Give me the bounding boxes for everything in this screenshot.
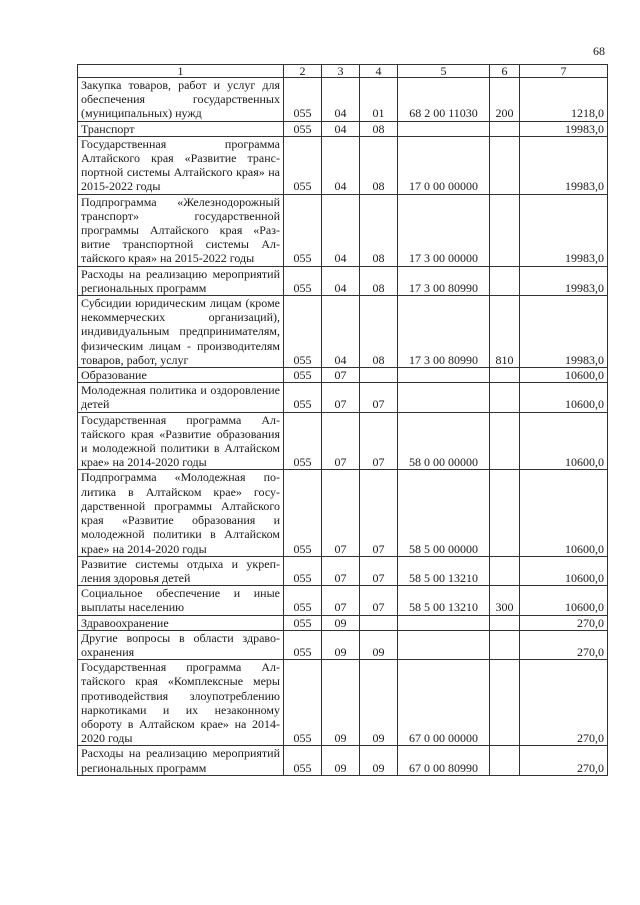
- row-target-article-cell: 58 0 00 00000: [398, 412, 490, 470]
- row-name-cell: Образование: [78, 368, 284, 383]
- table-row: [78, 383, 608, 412]
- row-target-article-cell: 68 2 00 11030: [398, 78, 490, 122]
- row-subsection-cell: 08: [360, 136, 398, 194]
- row-target-article-cell: [398, 383, 490, 412]
- row-name-cell: Здравоохранение: [78, 615, 284, 630]
- row-subsection-cell: 08: [360, 121, 398, 136]
- row-expense-type-cell: [490, 746, 520, 775]
- row-name-cell: Закупка товаров, работ и услуг для обеспечения государственных (муниципальных) нужд: [78, 78, 284, 122]
- row-section-cell: 09: [322, 630, 360, 659]
- row-sum-cell: 270,0: [520, 660, 608, 746]
- table-body: [78, 78, 608, 776]
- row-section-cell: 04: [322, 296, 360, 368]
- header-cell-4: 4: [360, 65, 398, 78]
- row-name-cell: Расходы на реализацию мероприятий региональных программ: [78, 266, 284, 295]
- row-section-cell: 07: [322, 383, 360, 412]
- row-expense-type-cell: [490, 368, 520, 383]
- row-grbs-cell: 055: [284, 194, 322, 266]
- row-subsection-cell: 07: [360, 383, 398, 412]
- row-target-article-cell: 17 0 00 00000: [398, 136, 490, 194]
- row-sum-cell: 270,0: [520, 615, 608, 630]
- row-sum-cell: 10600,0: [520, 586, 608, 615]
- table-row: [78, 660, 608, 746]
- row-expense-type-cell: [490, 556, 520, 585]
- row-section-cell: 07: [322, 470, 360, 556]
- table-row: [78, 556, 608, 585]
- table-row: [78, 470, 608, 556]
- header-cell-7: 7: [520, 65, 608, 78]
- row-subsection-cell: 09: [360, 746, 398, 775]
- row-expense-type-cell: [490, 266, 520, 295]
- row-name-cell: Государственная программа Алтайского края «Развитие транспортной системы Алтайского края» на 2015-2022 годы: [78, 136, 284, 194]
- row-expense-type-cell: [490, 136, 520, 194]
- row-expense-type-cell: 810: [490, 296, 520, 368]
- table-row: [78, 121, 608, 136]
- row-name-cell: Молодежная политика и оздоровление детей: [78, 383, 284, 412]
- row-subsection-cell: 09: [360, 630, 398, 659]
- row-target-article-cell: [398, 615, 490, 630]
- row-section-cell: 04: [322, 194, 360, 266]
- row-sum-cell: 19983,0: [520, 266, 608, 295]
- row-section-cell: 09: [322, 660, 360, 746]
- row-subsection-cell: 08: [360, 266, 398, 295]
- row-target-article-cell: 67 0 00 80990: [398, 746, 490, 775]
- row-name-cell: Государственная программа Алтайского края «Развитие образования и молодежной политики в Алтайском крае» на 2014-2020 годы: [78, 412, 284, 470]
- table-row: [78, 296, 608, 368]
- row-sum-cell: 19983,0: [520, 136, 608, 194]
- row-expense-type-cell: [490, 660, 520, 746]
- row-subsection-cell: 07: [360, 556, 398, 585]
- row-grbs-cell: 055: [284, 470, 322, 556]
- table-row: [78, 586, 608, 615]
- row-name-cell: Социальное обеспечение и иные выплаты населению: [78, 586, 284, 615]
- row-expense-type-cell: [490, 470, 520, 556]
- row-target-article-cell: 58 5 00 13210: [398, 586, 490, 615]
- row-target-article-cell: 17 3 00 80990: [398, 266, 490, 295]
- row-grbs-cell: 055: [284, 78, 322, 122]
- page-number: 68: [593, 44, 605, 58]
- row-subsection-cell: 07: [360, 586, 398, 615]
- table-row: [78, 368, 608, 383]
- table-row: [78, 746, 608, 775]
- row-section-cell: 04: [322, 121, 360, 136]
- row-expense-type-cell: 200: [490, 78, 520, 122]
- row-target-article-cell: 58 5 00 13210: [398, 556, 490, 585]
- row-section-cell: 07: [322, 556, 360, 585]
- row-name-cell: Подпрограмма «Молодежная политика в Алтайском крае» государственной программы Алтайского края «Развитие образования и молодежной политики в Алтайском крае» на 2014-2020 годы: [78, 470, 284, 556]
- row-expense-type-cell: [490, 615, 520, 630]
- row-grbs-cell: 055: [284, 121, 322, 136]
- row-grbs-cell: 055: [284, 136, 322, 194]
- row-section-cell: 07: [322, 586, 360, 615]
- row-sum-cell: 10600,0: [520, 412, 608, 470]
- row-subsection-cell: 08: [360, 194, 398, 266]
- header-cell-1: 1: [78, 65, 284, 78]
- row-target-article-cell: [398, 121, 490, 136]
- header-cell-3: 3: [322, 65, 360, 78]
- row-section-cell: 09: [322, 746, 360, 775]
- row-grbs-cell: 055: [284, 746, 322, 775]
- row-target-article-cell: 58 5 00 00000: [398, 470, 490, 556]
- row-expense-type-cell: [490, 630, 520, 659]
- table-row: [78, 78, 608, 122]
- row-sum-cell: 270,0: [520, 630, 608, 659]
- row-sum-cell: 10600,0: [520, 556, 608, 585]
- row-subsection-cell: 08: [360, 296, 398, 368]
- row-subsection-cell: [360, 615, 398, 630]
- table-row: [78, 630, 608, 659]
- table-row: [78, 615, 608, 630]
- row-subsection-cell: [360, 368, 398, 383]
- row-grbs-cell: 055: [284, 556, 322, 585]
- row-section-cell: 09: [322, 615, 360, 630]
- table-row: [78, 194, 608, 266]
- table-row: [78, 136, 608, 194]
- row-subsection-cell: 07: [360, 470, 398, 556]
- row-grbs-cell: 055: [284, 660, 322, 746]
- row-name-cell: Подпрограмма «Железнодорожный транспорт» государственной программы Алтайского края «Развитие транспортной системы Алтайского края» на 2015-2022 годы: [78, 194, 284, 266]
- row-grbs-cell: 055: [284, 266, 322, 295]
- row-target-article-cell: [398, 368, 490, 383]
- row-expense-type-cell: [490, 383, 520, 412]
- row-grbs-cell: 055: [284, 586, 322, 615]
- row-grbs-cell: 055: [284, 412, 322, 470]
- row-target-article-cell: [398, 630, 490, 659]
- row-name-cell: Государственная программа Алтайского края «Комплексные меры противодействия злоупотреблению наркотиками и их незаконному обороту в Алтайском крае» на 2014-2020 годы: [78, 660, 284, 746]
- header-row: [78, 65, 608, 78]
- row-sum-cell: 19983,0: [520, 296, 608, 368]
- row-subsection-cell: 07: [360, 412, 398, 470]
- row-grbs-cell: 055: [284, 383, 322, 412]
- row-sum-cell: 19983,0: [520, 194, 608, 266]
- table-row: [78, 412, 608, 470]
- row-expense-type-cell: [490, 121, 520, 136]
- row-name-cell: Развитие системы отдыха и укрепления здоровья детей: [78, 556, 284, 585]
- row-grbs-cell: 055: [284, 296, 322, 368]
- row-grbs-cell: 055: [284, 630, 322, 659]
- budget-table: [77, 64, 608, 776]
- header-cell-5: 5: [398, 65, 490, 78]
- header-cell-6: 6: [490, 65, 520, 78]
- row-target-article-cell: 67 0 00 00000: [398, 660, 490, 746]
- row-expense-type-cell: [490, 194, 520, 266]
- row-sum-cell: 10600,0: [520, 470, 608, 556]
- row-sum-cell: 19983,0: [520, 121, 608, 136]
- row-section-cell: 04: [322, 266, 360, 295]
- row-target-article-cell: 17 3 00 80990: [398, 296, 490, 368]
- row-sum-cell: 10600,0: [520, 383, 608, 412]
- row-name-cell: Субсидии юридическим лицам (кроме некоммерческих организаций), индивидуальным предпринимателям, физическим лицам - производителям товаров, работ, услуг: [78, 296, 284, 368]
- row-grbs-cell: 055: [284, 615, 322, 630]
- row-subsection-cell: 09: [360, 660, 398, 746]
- table-row: [78, 266, 608, 295]
- row-sum-cell: 270,0: [520, 746, 608, 775]
- row-name-cell: Расходы на реализацию мероприятий региональных программ: [78, 746, 284, 775]
- row-grbs-cell: 055: [284, 368, 322, 383]
- row-name-cell: Транспорт: [78, 121, 284, 136]
- row-section-cell: 07: [322, 412, 360, 470]
- row-name-cell: Другие вопросы в области здравоохранения: [78, 630, 284, 659]
- row-subsection-cell: 01: [360, 78, 398, 122]
- row-expense-type-cell: 300: [490, 586, 520, 615]
- row-sum-cell: 1218,0: [520, 78, 608, 122]
- header-cell-2: 2: [284, 65, 322, 78]
- row-section-cell: 04: [322, 136, 360, 194]
- row-sum-cell: 10600,0: [520, 368, 608, 383]
- row-expense-type-cell: [490, 412, 520, 470]
- row-section-cell: 07: [322, 368, 360, 383]
- row-target-article-cell: 17 3 00 00000: [398, 194, 490, 266]
- row-section-cell: 04: [322, 78, 360, 122]
